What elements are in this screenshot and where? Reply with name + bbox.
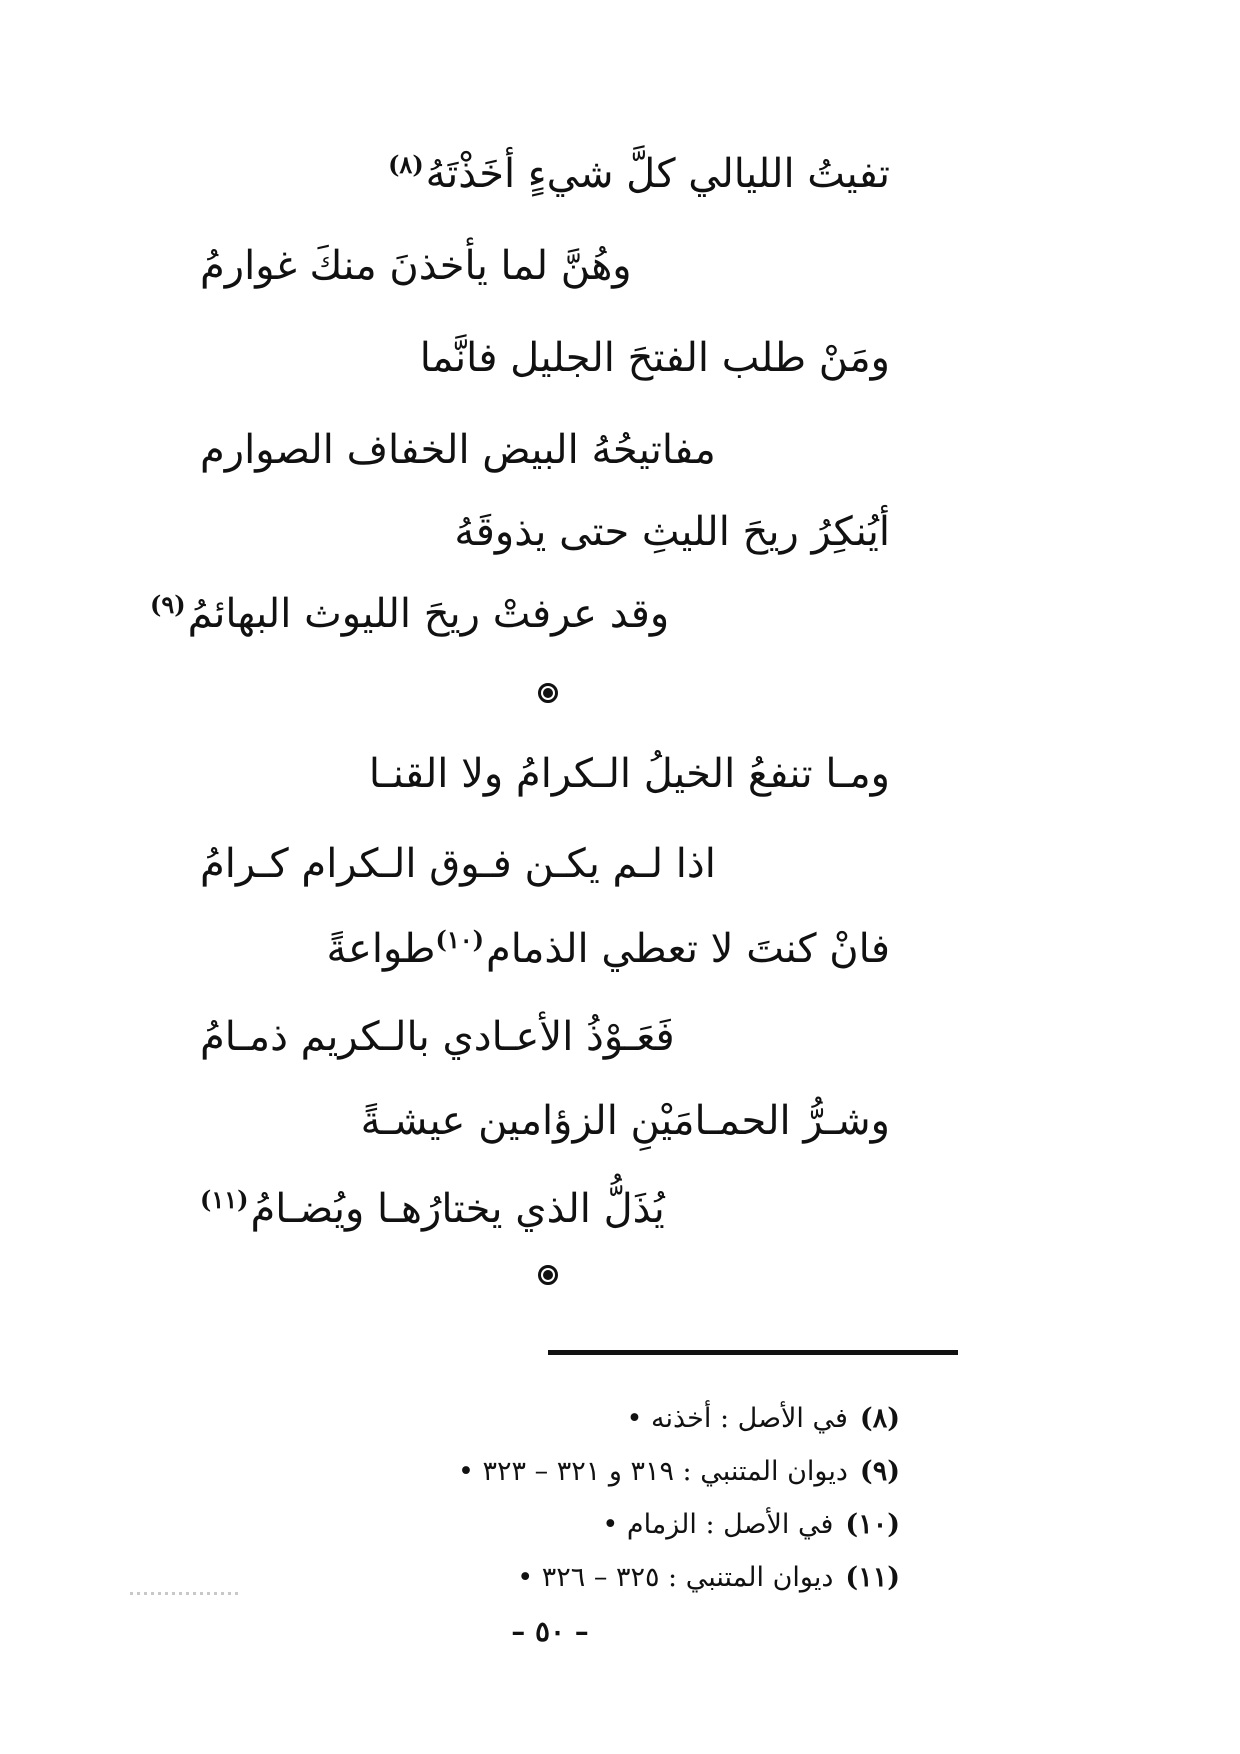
- ornament-dot: [543, 688, 553, 698]
- footnote-reference: (٩): [150, 589, 186, 619]
- scan-speck: [130, 1592, 240, 1595]
- verse-line: وهُنَّ لما يأخذنَ منكَ غوارمُ: [200, 243, 632, 289]
- verse-line: وقد عرفتْ ريحَ الليوث البهائمُ$^{(٩)}$: [150, 589, 670, 637]
- verse-line: فانْ كنتَ لا تعطي الذمام$^{(١٠)}$طواعةً: [326, 924, 890, 972]
- verse-line: ومـا تنفعُ الخيلُ الـكرامُ ولا القنـا: [368, 751, 890, 797]
- verse-line: تفيتُ الليالي كلَّ شيءٍ أخَذْتَهُ$^{(٨)}$: [388, 149, 890, 197]
- section-ornament: [538, 1265, 558, 1285]
- ornament-dot: [543, 1270, 553, 1280]
- verse-line: مفاتيحُهُ البيض الخفاف الصوارم: [200, 427, 716, 473]
- verse-line: اذا لـم يكـن فـوق الـكرام كـرامُ: [200, 841, 716, 887]
- footnote-reference: (٨): [388, 149, 424, 179]
- verse-line: فَعَـوْذُ الأعـادي بالـكريم ذمـامُ: [200, 1014, 675, 1060]
- page-number: – ٥٠ –: [511, 1615, 589, 1648]
- footnote: (٨)في الأصل : أخذنه •: [626, 1403, 900, 1434]
- verse-line: وشـرُّ الحمـامَيْنِ الزؤامين عيشـةً: [360, 1098, 890, 1144]
- footnote-reference: (١١): [200, 1184, 249, 1214]
- footnote-reference: (١٠): [435, 924, 484, 954]
- footnote-separator: [548, 1350, 958, 1355]
- footnotes: [458, 1392, 900, 1604]
- footnote: (٩)ديوان المتنبي : ٣١٩ و ٣٢١ – ٣٢٣ •: [458, 1456, 900, 1487]
- section-ornament: [538, 683, 558, 703]
- verse-line: يُذَلُّ الذي يختارُهـا ويُضـامُ$^{(١١)}$: [200, 1184, 665, 1232]
- verse-line: ومَنْ طلب الفتحَ الجليل فانَّما: [419, 335, 890, 381]
- footnote: (١٠)في الأصل : الزمام •: [602, 1509, 900, 1540]
- verse-line: أيُنكِرُ ريحَ الليثِ حتى يذوقَهُ: [454, 509, 890, 555]
- footnote: (١١)ديوان المتنبي : ٣٢٥ – ٣٢٦ •: [517, 1562, 900, 1593]
